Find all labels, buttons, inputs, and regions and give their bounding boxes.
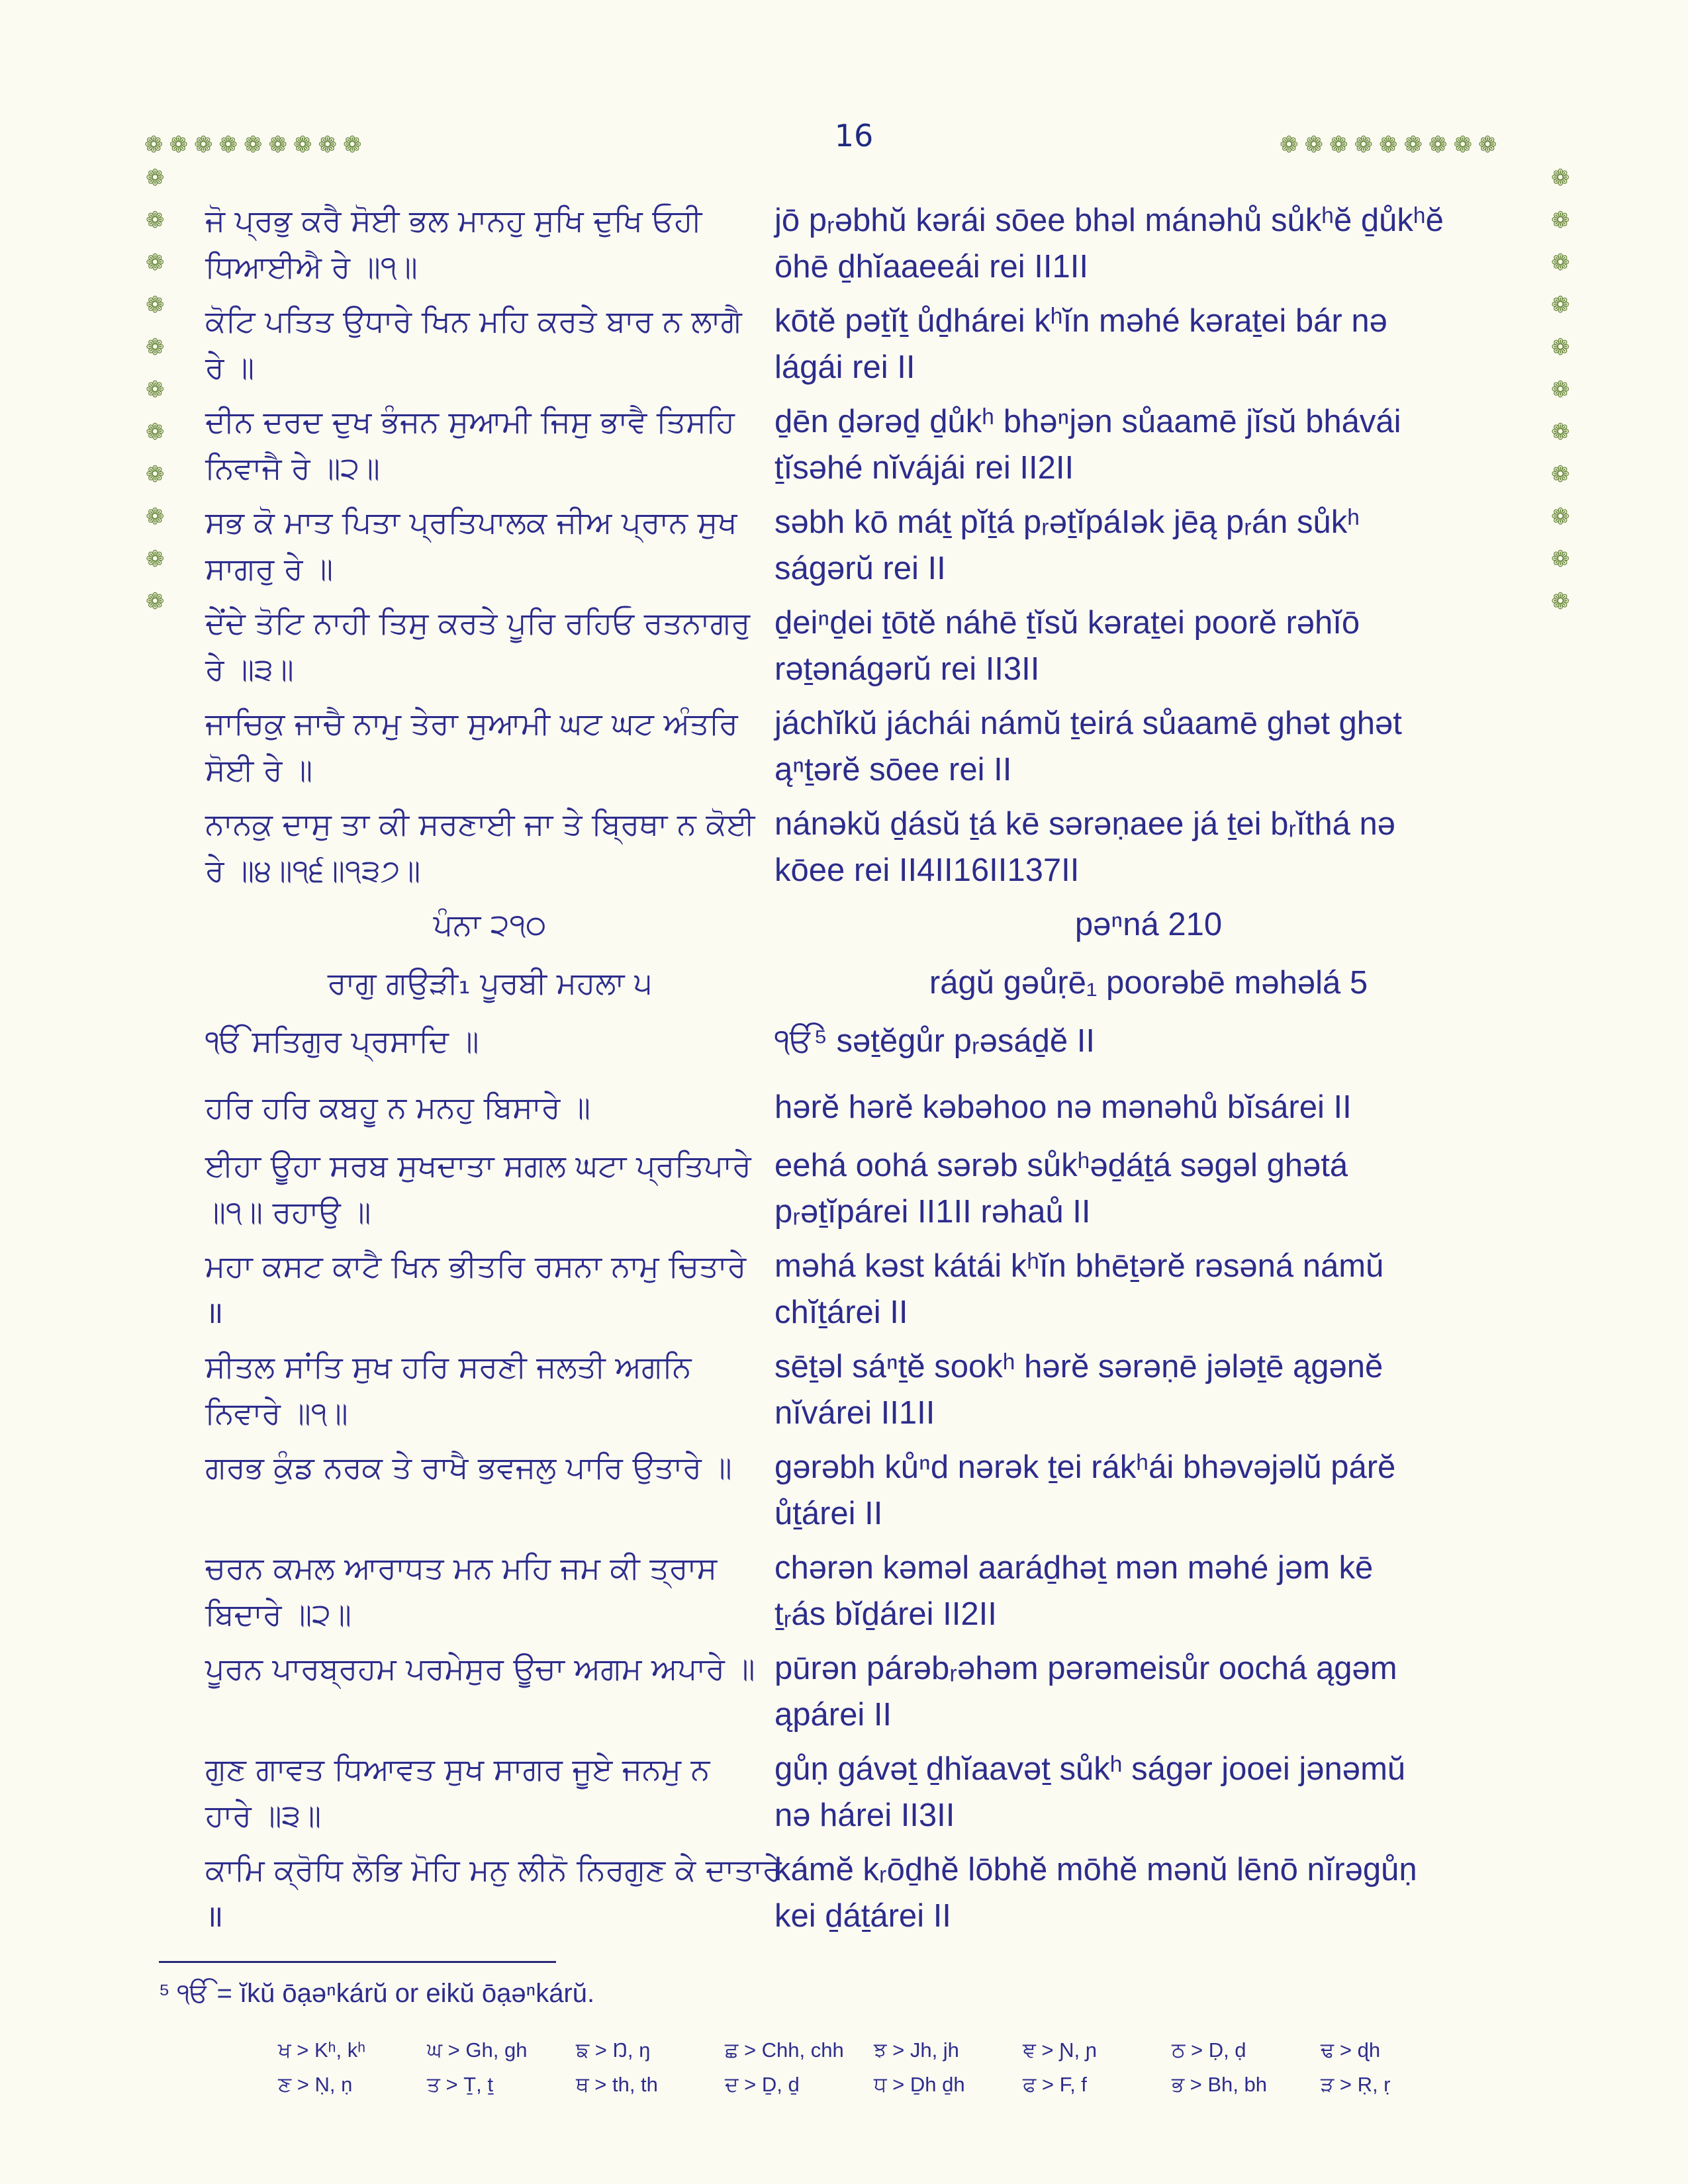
transliteration-line: pəⁿná 210 [1074,907,1223,942]
decorative-border-left [146,167,165,613]
key-cell: ਠ > Ḍ, ḍ [1172,2038,1246,2062]
transliteration-text [774,960,1523,1018]
decorative-border-top-left [144,134,362,156]
transliteration-line: nĭvárei II1II [774,1395,935,1431]
flower-ornament-icon: ❁ [144,132,164,158]
transliteration-text [774,600,1523,700]
key-cell: ਣ > Ṇ, ṇ [278,2072,353,2096]
flower-ornament-icon: ❁ [1478,132,1497,158]
gurmukhi-text [205,1645,774,1746]
gurmukhi-line: ਚਰਨ ਕਮਲ ਆਰਾਧਤ ਮਨ ਮਹਿ ਜਮ ਕੀ ਤ੍ਰਾਸ [205,1550,718,1586]
transliteration-line: eehá oohá sərəb sůkʰəḏáṯá səgəl ghətá [774,1148,1348,1183]
transliteration-line: ੴ⁵ səṯĕgůr pᵣəsáḏĕ II [774,1023,1095,1059]
flower-ornament-icon: ❁ [1280,132,1299,158]
transliteration-line: gůṇ gávəṯ ḏhĭaavəṯ sůkʰ ságər jooei jənəmŭ [774,1751,1406,1787]
key-cell: ਢ > ɖh [1321,2038,1381,2062]
transliteration-line: ṯĭsəhé nĭvájái rei II2II [774,450,1074,486]
flower-ornament-icon: ❁ [1354,132,1373,158]
gurmukhi-line: ਰੇ ॥ [205,349,255,385]
key-cell: ਙ > Ŋ, ŋ [576,2038,651,2062]
gurmukhi-text [205,600,774,700]
transliteration-line: ḏeiⁿḏei ṯōtĕ náhē ṯĭsŭ kəraṯei poorĕ rəhĭō [774,605,1360,641]
verse-row [205,1018,1536,1084]
flower-ornament-icon: ❁ [293,132,312,158]
verse-row [205,398,1536,499]
flower-ornament-icon: ❁ [1551,207,1570,234]
transliteration-key [278,2033,1470,2102]
gurmukhi-line: ॥ [205,1898,224,1934]
verse-row [205,600,1536,700]
key-cell: ਭ > Bh, bh [1172,2072,1267,2096]
key-cell: ਖ > Kʰ, kʰ [278,2038,366,2062]
transliteration-line: nə hárei II3II [774,1797,955,1833]
transliteration-line: ůṯárei II [774,1496,883,1531]
key-cell: ਝ > Jh, jh [874,2038,959,2062]
key-cell: ਤ > Ṯ, ṯ [427,2072,493,2096]
gurmukhi-text [205,1018,774,1084]
transliteration-line: ṯᵣás bĭḏárei II2II [774,1596,997,1632]
verse-row [205,499,1536,600]
gurmukhi-line: ਹਾਰੇ ॥੩॥ [205,1797,322,1833]
gurmukhi-line: ਜਾਚਿਕੁ ਜਾਚੈ ਨਾਮੁ ਤੇਰਾ ਸੁਆਮੀ ਘਟ ਘਟ ਅੰਤਰਿ [205,705,738,741]
gurmukhi-line: ਰੇ ॥੩॥ [205,651,294,687]
gurmukhi-text [205,1084,774,1142]
gurmukhi-line: ਗਰਭ ਕੁੰਡ ਨਰਕ ਤੇ ਰਾਖੈ ਭਵਜਲੁ ਪਾਰਿ ਉਤਾਰੇ ॥ [205,1449,732,1485]
flower-ornament-icon: ❁ [1551,165,1570,191]
gurmukhi-line: ॥ [205,1295,224,1330]
verse-row [205,1084,1536,1142]
verse-row [205,801,1536,901]
gurmukhi-line: ਦੇਂਦੇ ਤੋਟਿ ਨਾਹੀ ਤਿਸੁ ਕਰਤੇ ਪੂਰਿ ਰਹਿਓ ਰਤਨਾਗਰੁ [205,605,751,641]
transliteration-line: məhá kəst kátái kʰĭn bhēṯərĕ rəsəná námŭ [774,1248,1384,1284]
transliteration-line: sēṯəl sáⁿṯĕ sookʰ hərĕ sərəṇē jələṯē ągənĕ [774,1349,1383,1385]
gurmukhi-line: ॥੧॥ ਰਹਾਉ ॥ [205,1194,371,1230]
gurmukhi-text [205,1142,774,1243]
transliteration-line: kōtĕ pəṯĭṯ ůḏhárei kʰĭn məhé kəraṯei bár nə [774,303,1387,339]
transliteration-line: kei ḏáṯárei II [774,1898,951,1934]
verse-row [205,960,1536,1018]
verse-row [205,1444,1536,1545]
flower-ornament-icon: ❁ [1551,292,1570,318]
gurmukhi-text [205,499,774,600]
flower-ornament-icon: ❁ [1329,132,1348,158]
transliteration-line: ḏēn ḏərəḏ ḏůkʰ bhəⁿjən sůaamē jĭsŭ bhávái [774,404,1401,439]
gurmukhi-line: ਈਹਾ ਊਹਾ ਸਰਬ ਸੁਖਦਾਤਾ ਸਗਲ ਘਟਾ ਪ੍ਰਤਿਪਾਰੇ [205,1148,751,1183]
flower-ornament-icon: ❁ [146,419,165,445]
flower-ornament-icon: ❁ [318,132,337,158]
key-cell: ਦ > Ḏ, ḏ [725,2072,800,2096]
flower-ornament-icon: ❁ [169,132,188,158]
decorative-border-right [1551,167,1570,613]
key-cell: ਧ > Ḏh ḏh [874,2072,965,2096]
transliteration-line: jō pᵣəbhŭ kərái sōee bhəl mánəhů sůkʰĕ ḏůkʰĕ [774,203,1444,238]
flower-ornament-icon: ❁ [1551,504,1570,530]
transliteration-line: ąpárei II [774,1697,892,1733]
transliteration-text [774,1243,1523,1343]
flower-ornament-icon: ❁ [1379,132,1398,158]
transliteration-line: gərəbh kůⁿd nərək ṯei rákʰái bhəvəjəlŭ párĕ [774,1449,1396,1485]
key-cell: ਫ > F, f [1023,2072,1087,2096]
gurmukhi-line: ਨਿਵਾਜੈ ਰੇ ॥੨॥ [205,450,380,486]
transliteration-line: lágái rei II [774,349,915,385]
flower-ornament-icon: ❁ [146,588,165,615]
verse-row [205,1645,1536,1746]
transliteration-text [774,398,1523,499]
verse-row [205,1343,1536,1444]
transliteration-text [774,298,1523,398]
key-cell: ਥ > th, th [576,2072,658,2096]
verse-table [205,197,1536,1946]
transliteration-text [774,499,1523,600]
gurmukhi-line: ਕੋਟਿ ਪਤਿਤ ਉਧਾਰੇ ਖਿਨ ਮਹਿ ਕਰਤੇ ਬਾਰ ਨ ਲਾਗੈ [205,303,742,339]
gurmukhi-text [205,1343,774,1444]
flower-ornament-icon: ❁ [1403,132,1423,158]
page-number: 16 [834,118,874,154]
gurmukhi-line: ਬਿਦਾਰੇ ॥੨॥ [205,1596,352,1632]
gurmukhi-text [205,700,774,801]
transliteration-line: ąⁿṯərĕ sōee rei II [774,752,1012,788]
gurmukhi-line: ਗੁਣ ਗਾਵਤ ਧਿਆਵਤ ਸੁਖ ਸਾਗਰ ਜੂਏ ਜਨਮੁ ਨ [205,1751,710,1787]
verse-row [205,1545,1536,1645]
flower-ornament-icon: ❁ [1551,461,1570,488]
flower-ornament-icon: ❁ [218,132,238,158]
transliteration-line: ságərŭ rei II [774,551,946,586]
gurmukhi-line: ਸਭ ਕੋ ਮਾਤ ਪਿਤਾ ਪ੍ਰਤਿਪਾਲਕ ਜੀਅ ਪ੍ਰਾਨ ਸੁਖ [205,504,737,540]
gurmukhi-text [205,901,774,960]
decorative-border-top-right [1280,134,1497,156]
verse-row [205,901,1536,960]
gurmukhi-line: ਪੰਨਾ ੨੧੦ [433,907,547,942]
gurmukhi-text [205,1545,774,1645]
gurmukhi-text [205,398,774,499]
gurmukhi-text [205,1846,782,1946]
flower-ornament-icon: ❁ [1429,132,1448,158]
transliteration-text [774,1444,1523,1545]
key-row [278,2033,1470,2068]
flower-ornament-icon: ❁ [194,132,213,158]
transliteration-line: hərĕ hərĕ kəbəhoo nə mənəhů bĭsárei II [774,1089,1352,1125]
gurmukhi-line: ਰਾਗੁ ਗਉੜੀ₁ ਪੂਰਬੀ ਮਹਲਾ ੫ [327,965,653,1001]
gurmukhi-line: ਨਿਵਾਰੇ ॥੧॥ [205,1395,348,1431]
transliteration-text [774,1142,1523,1243]
transliteration-text [774,1846,1523,1946]
gurmukhi-line: ਹਰਿ ਹਰਿ ਕਬਹੂ ਨ ਮਨਹੁ ਬਿਸਾਰੇ ॥ [205,1089,591,1125]
transliteration-line: rəṯənágərŭ rei II3II [774,651,1040,687]
flower-ornament-icon: ❁ [146,546,165,572]
gurmukhi-line: ਸੀਤਲ ਸਾਂਤਿ ਸੁਖ ਹਰਿ ਸਰਣੀ ਜਲਤੀ ਅਗਨਿ [205,1349,692,1385]
key-row [278,2068,1470,2102]
gurmukhi-text [205,298,774,398]
transliteration-line: nánəkŭ ḏásŭ ṯá kē sərəṇaee já ṯei bᵣĭthá nə [774,806,1395,842]
key-cell: ੜ > Ṛ, ṛ [1321,2072,1391,2096]
transliteration-text [774,1084,1523,1142]
verse-row [205,298,1536,398]
flower-ornament-icon: ❁ [146,165,165,191]
transliteration-line: rágŭ gəůṛē₁ poorəbē məhəlá 5 [929,965,1368,1001]
key-cell: ਞ > Ɲ, ɲ [1023,2038,1097,2062]
transliteration-line: kōee rei II4II16II137II [774,852,1080,888]
flower-ornament-icon: ❁ [146,334,165,361]
transliteration-text [774,197,1523,298]
verse-row [205,1243,1536,1343]
verse-row [205,700,1536,801]
footnote-divider [159,1961,556,1963]
gurmukhi-line: ਕਾਮਿ ਕ੍ਰੋਧਿ ਲੋਭਿ ਮੋਹਿ ਮਨੁ ਲੀਨੋ ਨਿਰਗੁਣ ਕੇ ਦਾਤਾਰੇ [205,1852,782,1888]
verse-row [205,1846,1536,1946]
transliteration-text [774,1645,1523,1746]
footnote: ⁵ ੴ = ĭkŭ ōạəⁿkárŭ or eikŭ ōạəⁿkárŭ. [159,1979,595,2008]
transliteration-text [774,901,1523,960]
gurmukhi-line: ਧਿਆਈਐ ਰੇ ॥੧॥ [205,249,418,285]
transliteration-line: kámĕ kᵣōḏhĕ lōbhĕ mōhĕ mənŭ lēnō nĭrəgůṇ [774,1852,1417,1888]
verse-row [205,1746,1536,1846]
verse-row [205,197,1536,298]
transliteration-text [774,1018,1523,1084]
gurmukhi-line: ੴ ਸਤਿਗੁਰ ਪ੍ਰਸਾਦਿ ॥ [205,1023,479,1059]
flower-ornament-icon: ❁ [343,132,362,158]
flower-ornament-icon: ❁ [146,504,165,530]
gurmukhi-line: ਜੋ ਪ੍ਰਭੁ ਕਰੈ ਸੋਈ ਭਲ ਮਾਨਹੁ ਸੁਖਿ ਦੁਖਿ ਓਹੀ [205,203,702,238]
key-cell: ਘ > Gh, gh [427,2038,528,2062]
gurmukhi-line: ਸੋਈ ਰੇ ॥ [205,752,313,788]
transliteration-text [774,700,1523,801]
transliteration-text [774,1545,1523,1645]
key-cell: ਛ > Chh, chh [725,2038,844,2062]
flower-ornament-icon: ❁ [1551,377,1570,403]
flower-ornament-icon: ❁ [268,132,287,158]
verse-row [205,1142,1536,1243]
gurmukhi-text [205,960,774,1018]
transliteration-text [774,801,1523,901]
flower-ornament-icon: ❁ [1551,419,1570,445]
gurmukhi-line: ਨਾਨਕੁ ਦਾਸੁ ਤਾ ਕੀ ਸਰਣਾਈ ਜਾ ਤੇ ਬ੍ਰਿਥਾ ਨ ਕੋਈ [205,806,755,842]
flower-ornament-icon: ❁ [1551,250,1570,276]
transliteration-line: pᵣəṯĭpárei II1II rəhaů II [774,1194,1091,1230]
flower-ornament-icon: ❁ [146,207,165,234]
flower-ornament-icon: ❁ [146,461,165,488]
flower-ornament-icon: ❁ [1551,546,1570,572]
gurmukhi-text [205,1746,774,1846]
flower-ornament-icon: ❁ [1551,588,1570,615]
transliteration-text [774,1343,1523,1444]
transliteration-text [774,1746,1523,1846]
gurmukhi-line: ਰੇ ॥੪॥੧੬॥੧੩੭॥ [205,852,421,888]
flower-ornament-icon: ❁ [1551,334,1570,361]
gurmukhi-text [205,1243,774,1343]
flower-ornament-icon: ❁ [146,292,165,318]
flower-ornament-icon: ❁ [146,377,165,403]
transliteration-line: chĭṯárei II [774,1295,908,1330]
gurmukhi-line: ਦੀਨ ਦਰਦ ਦੁਖ ਭੰਜਨ ਸੁਆਮੀ ਜਿਸੁ ਭਾਵੈ ਤਿਸਹਿ [205,404,735,439]
gurmukhi-line: ਪੂਰਨ ਪਾਰਬ੍ਰਹਮ ਪਰਮੇਸੁਰ ਊਚਾ ਅਗਮ ਅਪਾਰੇ ॥ [205,1651,755,1686]
transliteration-line: jáchĭkŭ jáchái námŭ ṯeirá sůaamē ghət ghət [774,705,1402,741]
flower-ornament-icon: ❁ [1304,132,1323,158]
flower-ornament-icon: ❁ [1453,132,1472,158]
flower-ornament-icon: ❁ [244,132,263,158]
transliteration-line: pūrən párəbᵣəhəm pərəmeisůr oochá ągəm [774,1651,1397,1686]
gurmukhi-line: ਮਹਾ ਕਸਟ ਕਾਟੈ ਖਿਨ ਭੀਤਰਿ ਰਸਨਾ ਨਾਮੁ ਚਿਤਾਰੇ [205,1248,747,1284]
transliteration-line: səbh kō máṯ pĭṯá pᵣəṯĭpáIək jēą pᵣán sůkʰ [774,504,1360,540]
gurmukhi-text [205,801,774,901]
gurmukhi-line: ਸਾਗਰੁ ਰੇ ॥ [205,551,334,586]
gurmukhi-text [205,1444,774,1545]
gurmukhi-text [205,197,774,298]
flower-ornament-icon: ❁ [146,250,165,276]
transliteration-line: ōhē ḏhĭaaeeái rei II1II [774,249,1089,285]
transliteration-line: chərən kəməl aaráḏhəṯ mən məhé jəm kē [774,1550,1374,1586]
